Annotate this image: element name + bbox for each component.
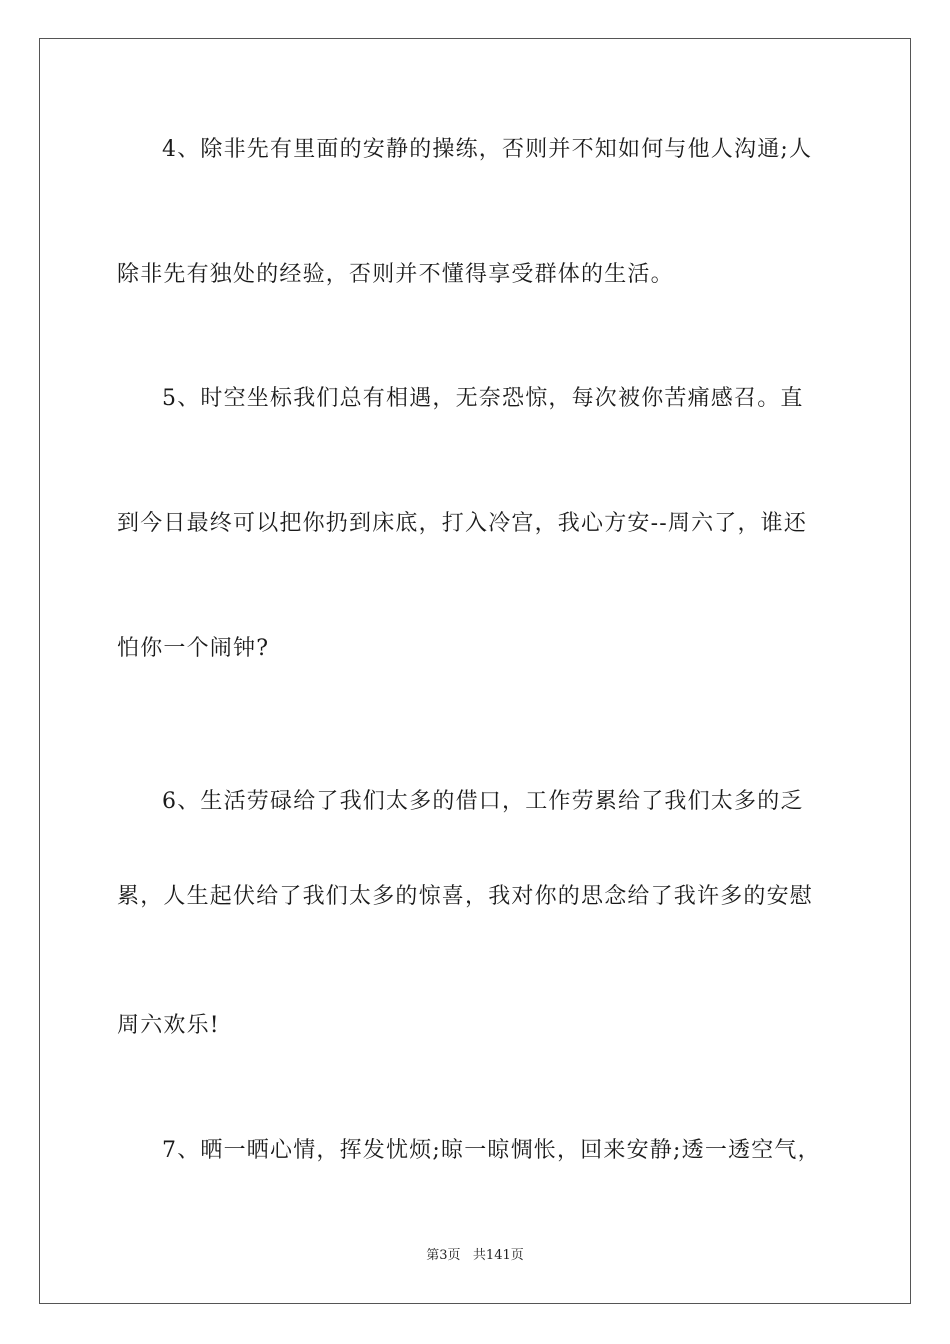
page-number-footer: 第3页 共141页 [426,1248,524,1263]
paragraph-5-line-2: 到今日最终可以把你扔到床底，打入冷宫，我心方安--周六了，谁还 [117,511,808,536]
paragraph-4-line-2: 除非先有独处的经验，否则并不懂得享受群体的生活。 [117,262,674,287]
paragraph-7-line-1: 7、晒一晒心情，挥发忧烦;晾一晾惆怅，回来安静;透一透空气， [162,1138,821,1163]
paragraph-6-line-2: 累，人生起伏给了我们太多的惊喜，我对你的思念给了我许多的安慰 [117,884,814,909]
paragraph-5-line-1: 5、时空坐标我们总有相遇，无奈恐惊，每次被你苦痛感召。直 [162,386,804,411]
paragraph-4-line-1: 4、除非先有里面的安静的操练，否则并不知如何与他人沟通;人 [162,137,813,162]
page-border [39,38,911,1304]
paragraph-6-line-1: 6、生活劳碌给了我们太多的借口，工作劳累给了我们太多的乏 [162,789,804,814]
paragraph-6-line-3: 周六欢乐! [117,1013,220,1038]
paragraph-5-line-3: 怕你一个闹钟? [117,636,270,661]
